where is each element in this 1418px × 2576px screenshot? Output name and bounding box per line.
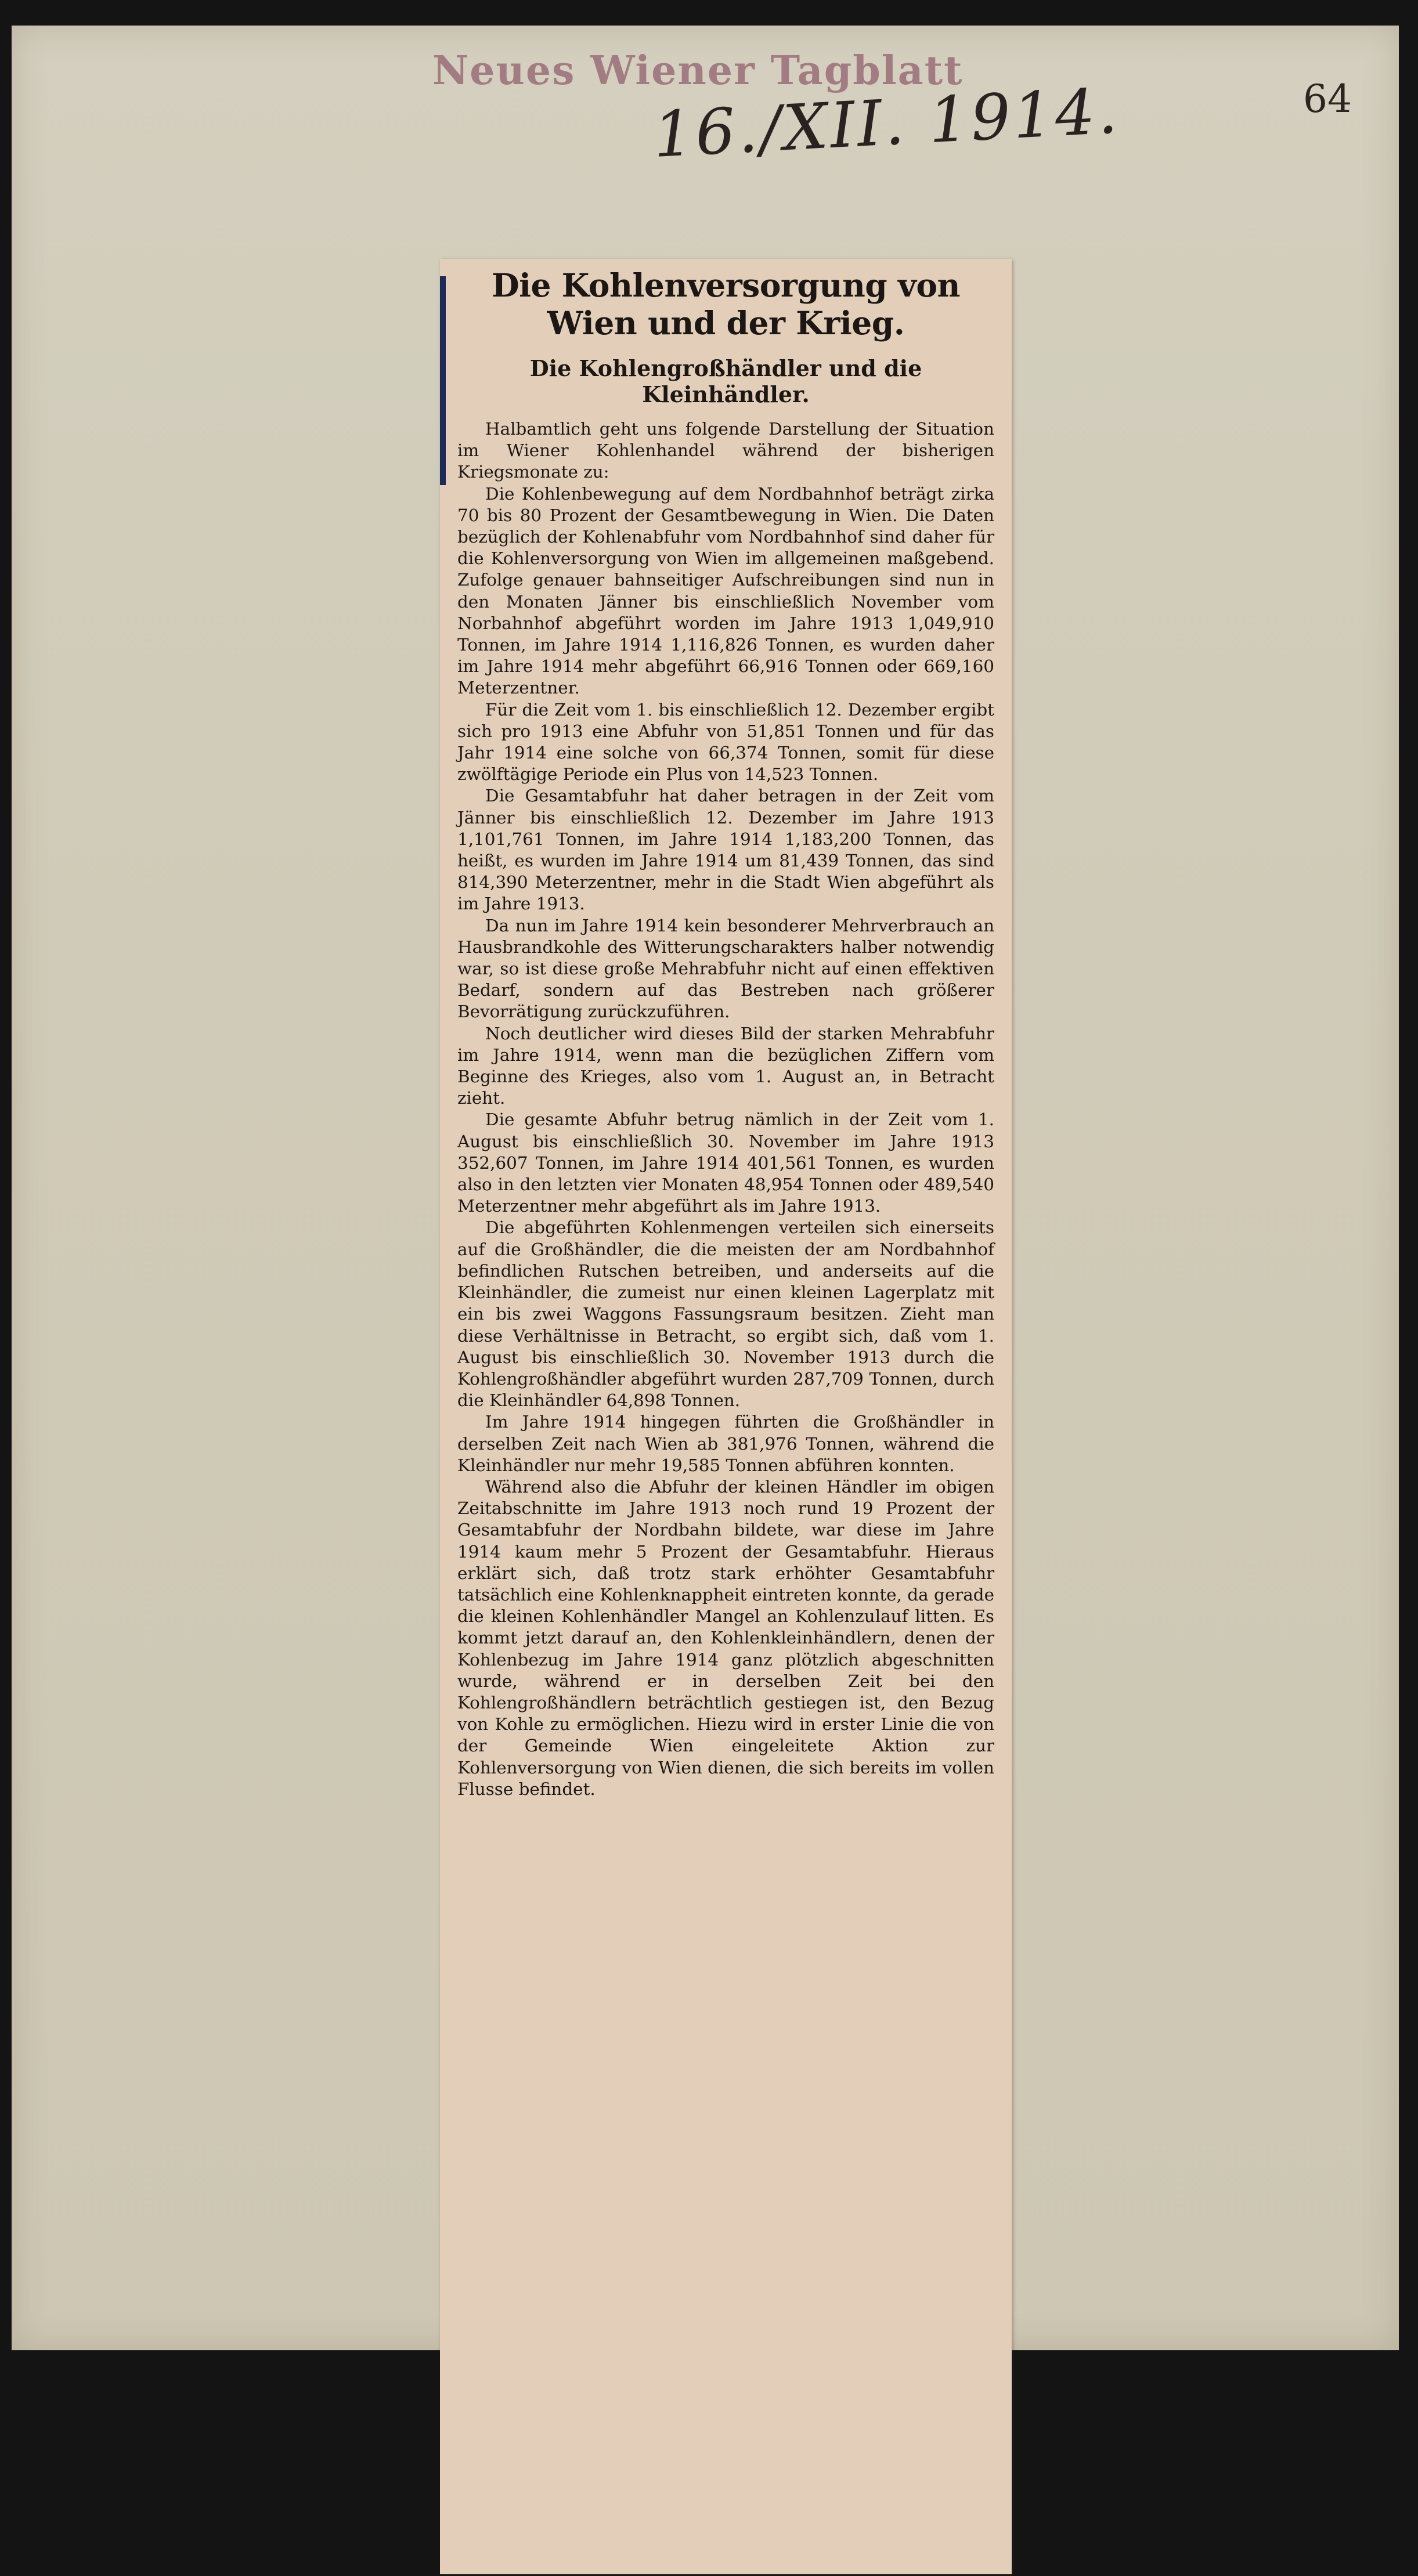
- handwritten-date: 16./XII. 1914.: [651, 75, 1121, 172]
- article-paragraph: Die Kohlenbewegung auf dem Nordbahnhof beträgt zirka 70 bis 80 Prozent der Gesamtbewegung in Wien. Die Daten bezüglich der Kohlenabfuhr vom Nordbahnhof sind daher für die Kohlenversorgung von Wien im allgemeinen maßgebend. Zufolge genauer bahnseitiger Aufschreibungen sind nun in den Monaten Jänner bis einschließlich November vom Norbahnhof abgeführt worden im Jahre 1913 1,049,910 Tonnen, im Jahre 1914 1,116,826 Tonnen, es wurden daher im Jahre 1914 mehr abgeführt 66,916 Tonnen oder 669,160 Meterzentner.: [457, 483, 994, 698]
- clipping-ink-edge: [440, 276, 446, 485]
- article-paragraph: Die abgeführten Kohlenmengen verteilen sich einerseits auf die Großhändler, die die meisten der am Nordbahnhof befindlichen Rutschen betreiben, und anderseits auf die Kleinhändler, die zumeist nur einen kleinen Lagerplatz mit ein bis zwei Waggons Fassungsraum besitzen. Zieht man diese Verhältnisse in Betracht, so ergibt sich, daß vom 1. August bis einschließlich 30. November 1913 durch die Kohlengroßhändler abgeführt wurden 287,709 Tonnen, durch die Kleinhändler 64,898 Tonnen.: [457, 1217, 994, 1411]
- article-paragraph: Halbamtlich geht uns folgende Darstellung der Situation im Wiener Kohlenhandel während der bisherigen Kriegsmonate zu:: [457, 418, 994, 482]
- article-subheadline: Die Kohlengroßhändler und die Kleinhändler.: [529, 355, 922, 408]
- article-paragraph: Im Jahre 1914 hingegen führten die Großhändler in derselben Zeit nach Wien ab 381,976 Tonnen, während die Kleinhändler nur mehr 19,585 Tonnen abführen konnten.: [457, 1412, 994, 1475]
- article: [457, 267, 994, 1800]
- article-paragraph: Die gesamte Abfuhr betrug nämlich in der Zeit vom 1. August bis einschließlich 30. November im Jahre 1913 352,607 Tonnen, im Jahre 1914 401,561 Tonnen, es wurden also in den letzten vier Monaten 48,954 Tonnen oder 489,540 Meterzentner mehr abgeführt als im Jahre 1913.: [457, 1110, 994, 1216]
- newspaper-clipping: [440, 259, 1012, 2574]
- article-paragraph: Noch deutlicher wird dieses Bild der starken Mehrabfuhr im Jahre 1914, wenn man die bezüglichen Ziffern vom Beginne des Krieges, also vom 1. August an, in Betracht zieht.: [457, 1023, 994, 1108]
- article-paragraph: Die Gesamtabfuhr hat daher betragen in der Zeit vom Jänner bis einschließlich 12. Dezember im Jahre 1913 1,101,761 Tonnen, im Jahre 1914 1,183,200 Tonnen, das heißt, es wurden im Jahre 1914 um 81,439 Tonnen, das sind 814,390 Meterzentner, mehr in die Stadt Wien abgeführt als im Jahre 1913.: [457, 786, 994, 914]
- article-headline: Die Kohlenversorgung von Wien und der Krieg.: [491, 266, 961, 342]
- page-number: 64: [1303, 77, 1352, 121]
- article-body: [457, 418, 994, 1800]
- article-paragraph: Während also die Abfuhr der kleinen Händler im obigen Zeitabschnitte im Jahre 1913 noch rund 19 Prozent der Gesamtabfuhr der Nordbahn bildete, war diese im Jahre 1914 kaum mehr 5 Prozent der Gesamtabfuhr. Hieraus erklärt sich, daß trotz stark erhöhter Gesamtabfuhr tatsächlich eine Kohlenknappheit eintreten konnte, da gerade die kleinen Kohlenhändler Mangel an Kohlenzulauf litten. Es kommt jetzt darauf an, den Kohlenkleinhändlern, denen der Kohlenbezug im Jahre 1914 ganz plötzlich abgeschnitten wurde, während er in derselben Zeit bei den Kohlengroßhändlern beträchtlich gestiegen ist, den Bezug von Kohle zu ermöglichen. Hiezu wird in erster Linie die von der Gemeinde Wien eingeleitete Aktion zur Kohlenversorgung von Wien dienen, die sich bereits im vollen Flusse befindet.: [457, 1476, 994, 1799]
- newspaper-stamp: Neues Wiener Tagblatt: [432, 48, 964, 94]
- article-paragraph: Da nun im Jahre 1914 kein besonderer Mehrverbrauch an Hausbrandkohle des Witterungscharakters halber notwendig war, so ist diese große Mehrabfuhr nicht auf einen effektiven Bedarf, sondern auf das Bestreben nach größerer Bevorrätigung zurückzuführen.: [457, 915, 994, 1022]
- article-paragraph: Für die Zeit vom 1. bis einschließlich 12. Dezember ergibt sich pro 1913 eine Abfuhr von 51,851 Tonnen und für das Jahr 1914 eine solche von 66,374 Tonnen, somit für diese zwölftägige Periode ein Plus von 14,523 Tonnen.: [457, 699, 994, 785]
